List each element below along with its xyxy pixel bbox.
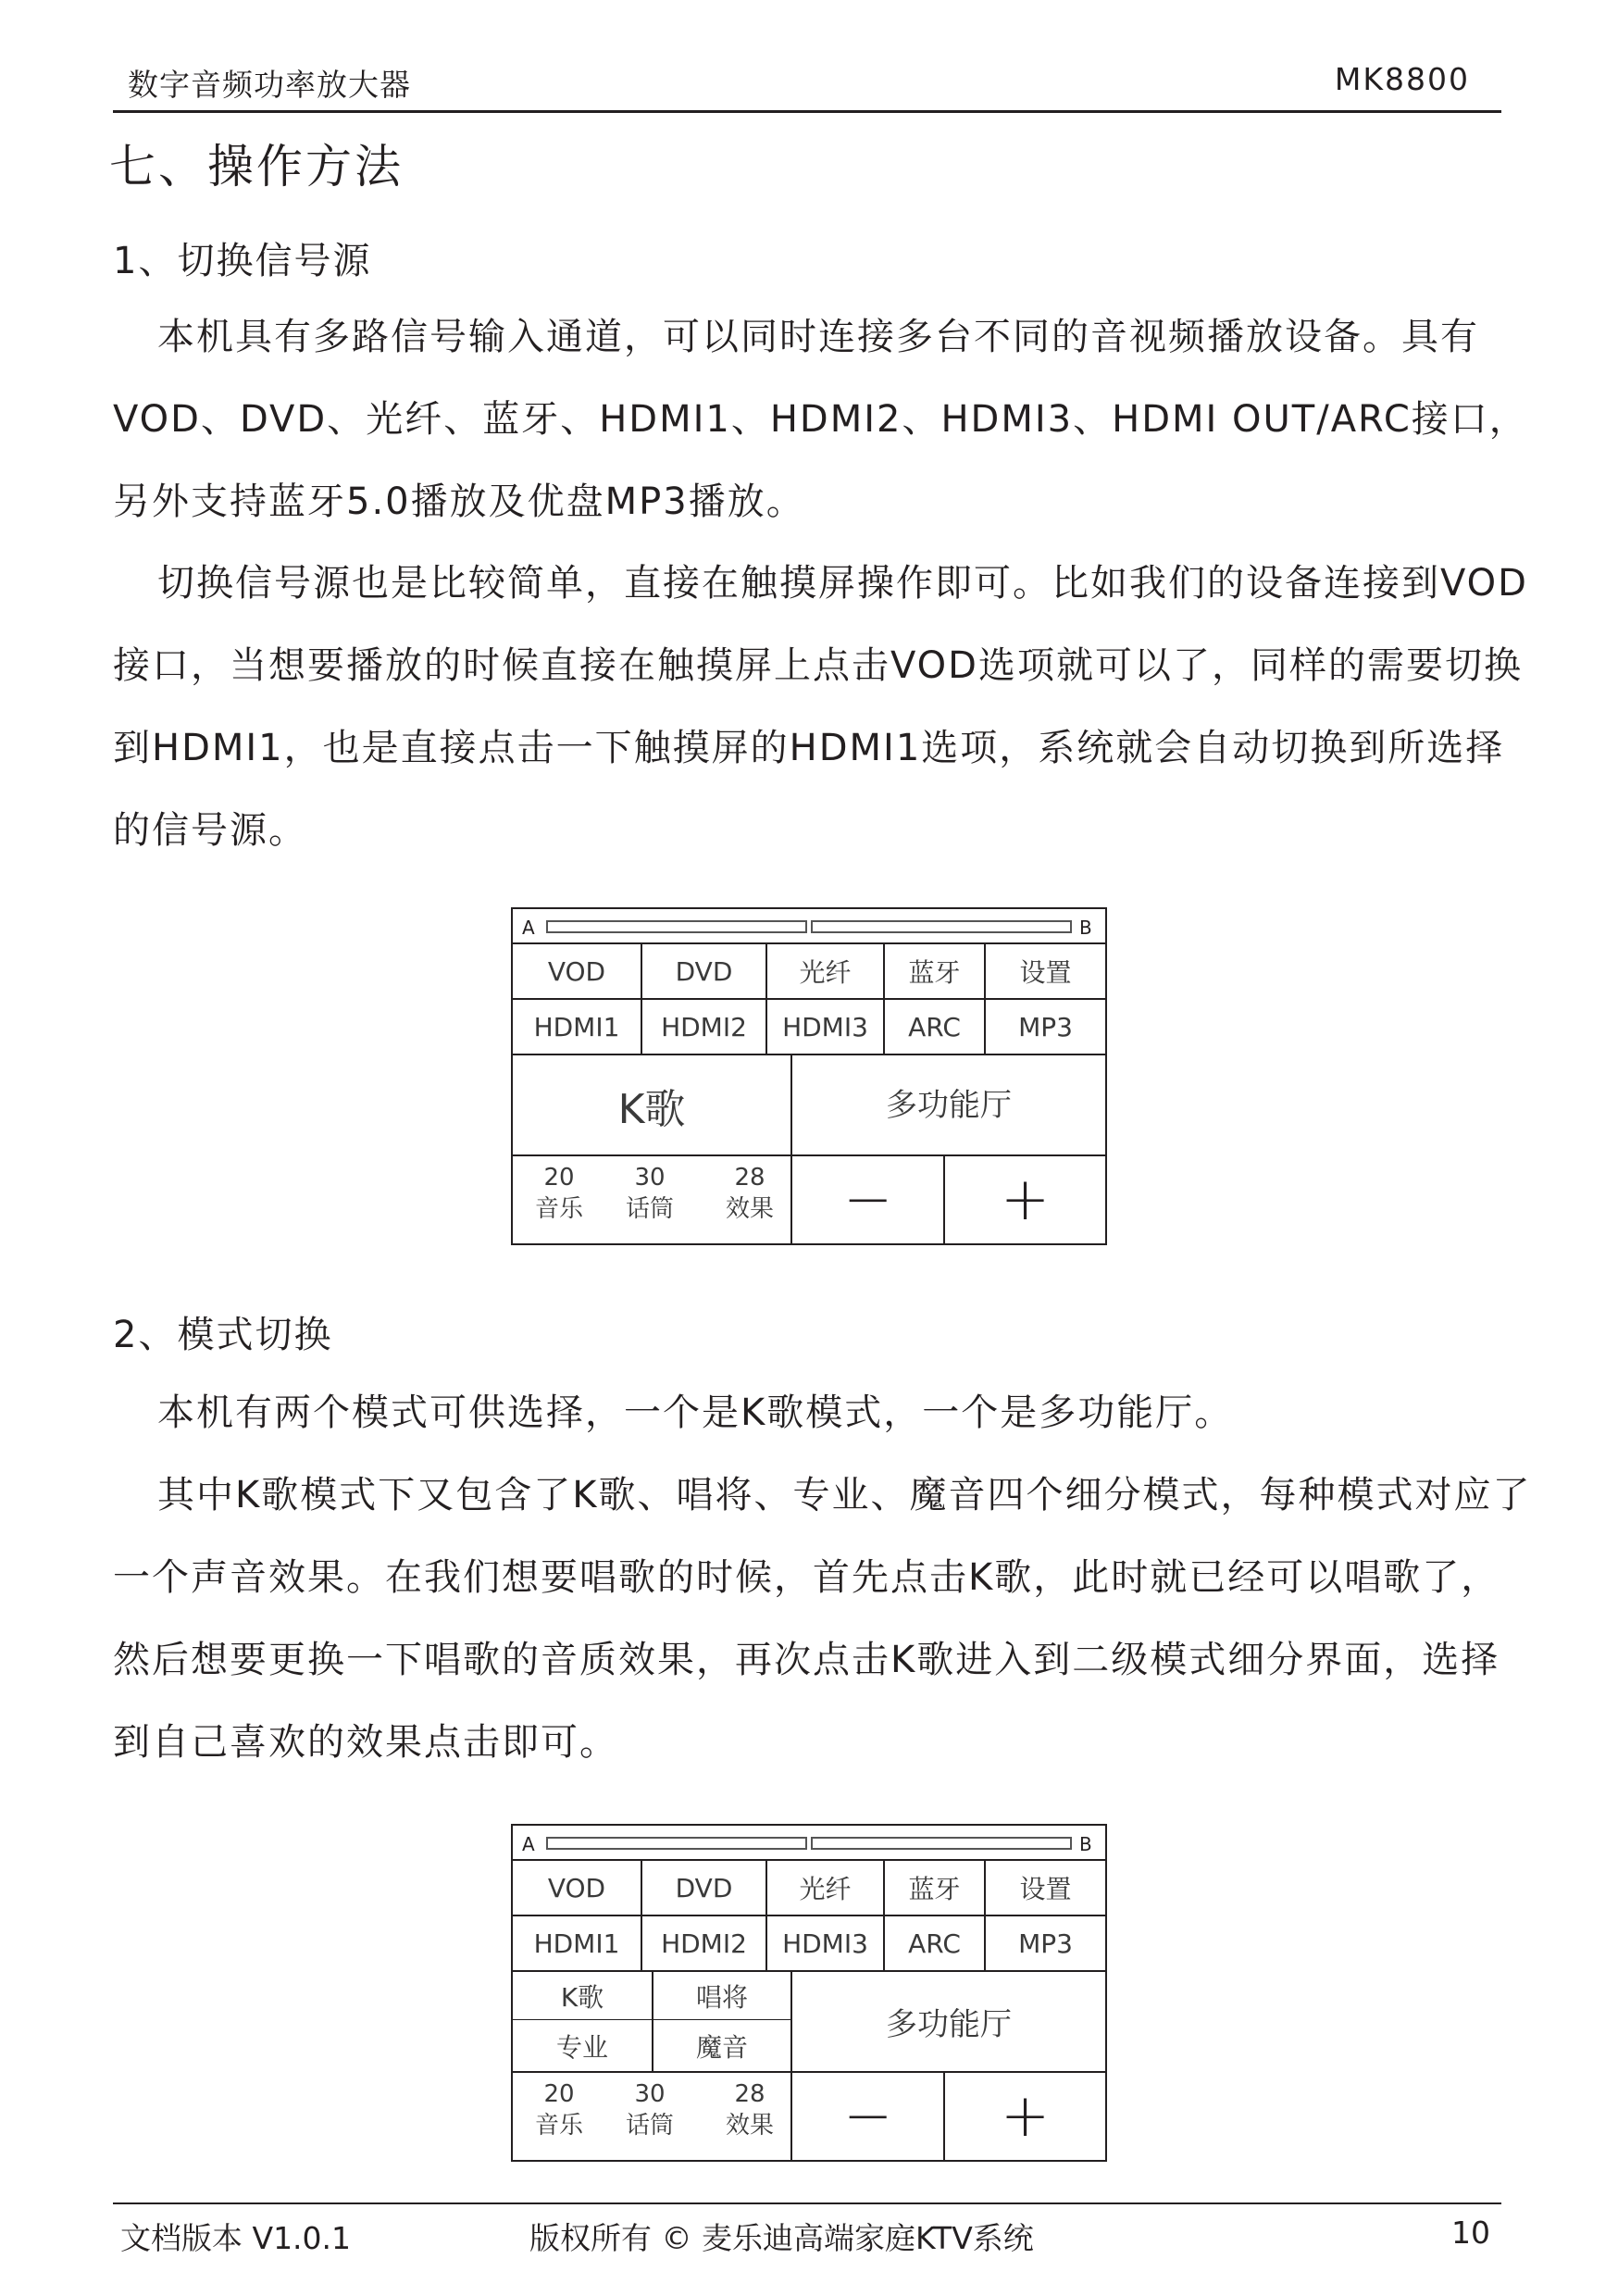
level-mic-label: 话筒 bbox=[625, 2112, 674, 2140]
source-hdmi2-button[interactable]: HDMI2 bbox=[661, 1011, 747, 1042]
submode-karaoke-button[interactable]: K歌 bbox=[560, 1981, 604, 2013]
level-mic-value: 30 bbox=[634, 2080, 666, 2108]
source-dvd-button[interactable]: DVD bbox=[675, 1872, 733, 1903]
settings-button[interactable]: 设置 bbox=[1019, 1874, 1072, 1904]
header-model: MK8800 bbox=[1334, 61, 1470, 97]
multifunction-hall-button[interactable]: 多功能厅 bbox=[886, 1086, 1012, 1124]
level-mic[interactable] bbox=[613, 1162, 687, 1225]
source-hdmi1-button[interactable]: HDMI1 bbox=[533, 1011, 620, 1042]
level-effect-label: 效果 bbox=[725, 1195, 774, 1223]
level-effect-label: 效果 bbox=[725, 2112, 774, 2140]
footer-divider bbox=[113, 2202, 1501, 2204]
source-arc-button[interactable]: ARC bbox=[908, 1011, 961, 1042]
minus-button[interactable]: − bbox=[842, 1166, 893, 1234]
source-hdmi2-button[interactable]: HDMI2 bbox=[661, 1928, 747, 1959]
source-bluetooth-button[interactable]: 蓝牙 bbox=[908, 1874, 961, 1904]
page-number: 10 bbox=[1451, 2215, 1490, 2251]
plus-button[interactable]: + bbox=[1000, 1166, 1051, 1234]
level-mic-value: 30 bbox=[634, 1164, 666, 1192]
submode-magic-button[interactable]: 魔音 bbox=[695, 2031, 748, 2063]
plus-button[interactable]: + bbox=[1000, 2082, 1051, 2151]
section-title: 七、操作方法 bbox=[109, 140, 404, 193]
source-optical-button[interactable]: 光纤 bbox=[799, 1874, 852, 1904]
source-vod-button[interactable]: VOD bbox=[547, 1872, 606, 1903]
source-hdmi3-button[interactable]: HDMI3 bbox=[782, 1928, 868, 1959]
sub1-heading: 1、切换信号源 bbox=[113, 240, 372, 282]
settings-button[interactable]: 设置 bbox=[1019, 957, 1072, 988]
control-panel-1 bbox=[511, 907, 1107, 1245]
level-mic[interactable] bbox=[613, 2078, 687, 2141]
footer-copyright: 版权所有 © 麦乐迪高端家庭KTV系统 bbox=[529, 2220, 1034, 2256]
karaoke-mode-button[interactable]: K歌 bbox=[617, 1085, 686, 1133]
source-optical-button[interactable]: 光纤 bbox=[799, 957, 852, 988]
sub1-para2: 切换信号源也是比较简单，直接在触摸屏操作即可。比如我们的设备连接到VOD接口，当想要播放的时候直接在触摸屏上点击VOD选项就可以了，同样的需要切换到HDMI1，也是直接点击一下触摸屏的HDMI1选项，系统就会自动切换到所选择的信号源。 bbox=[113, 562, 1528, 852]
level-effect-value: 28 bbox=[734, 1164, 765, 1192]
sub1-para1: 本机具有多路信号输入通道，可以同时连接多台不同的音视频播放设备。具有VOD、DVD、光纤、蓝牙、HDMI1、HDMI2、HDMI3、HDMI OUT/ARC接口，另外支持蓝牙5.0播放及优盘MP3播放。 bbox=[113, 316, 1528, 523]
footer-version: 文档版本 V1.0.1 bbox=[120, 2220, 352, 2256]
sub2-heading: 2、模式切换 bbox=[113, 1314, 333, 1356]
source-vod-button[interactable]: VOD bbox=[547, 955, 606, 987]
level-effect[interactable] bbox=[713, 1162, 787, 1225]
header-divider bbox=[113, 110, 1501, 113]
label-a: A bbox=[522, 1833, 535, 1855]
balance-bar-left[interactable] bbox=[546, 920, 807, 933]
control-panel-2 bbox=[511, 1824, 1107, 2162]
level-music-label: 音乐 bbox=[534, 1195, 583, 1223]
balance-bar-right[interactable] bbox=[811, 1837, 1072, 1850]
level-music[interactable] bbox=[522, 2078, 596, 2141]
level-music[interactable] bbox=[522, 1162, 596, 1225]
balance-bar-right[interactable] bbox=[811, 920, 1072, 933]
level-effect-value: 28 bbox=[734, 2080, 765, 2108]
source-bluetooth-button[interactable]: 蓝牙 bbox=[908, 957, 961, 988]
source-mp3-button[interactable]: MP3 bbox=[1018, 1928, 1073, 1959]
submode-singer-button[interactable]: 唱将 bbox=[695, 1981, 748, 2013]
minus-button[interactable]: − bbox=[842, 2082, 893, 2151]
source-arc-button[interactable]: ARC bbox=[908, 1928, 961, 1959]
level-music-label: 音乐 bbox=[534, 2112, 583, 2140]
balance-bar-left[interactable] bbox=[546, 1837, 807, 1850]
source-mp3-button[interactable]: MP3 bbox=[1018, 1011, 1073, 1042]
level-mic-label: 话筒 bbox=[625, 1195, 674, 1223]
label-b: B bbox=[1079, 1833, 1092, 1855]
header-title: 数字音频功率放大器 bbox=[128, 67, 411, 103]
submode-pro-button[interactable]: 专业 bbox=[555, 2031, 608, 2063]
source-hdmi1-button[interactable]: HDMI1 bbox=[533, 1928, 620, 1959]
sub2-para1: 本机有两个模式可供选择，一个是K歌模式，一个是多功能厅。 bbox=[157, 1391, 1234, 1434]
label-a: A bbox=[522, 917, 535, 939]
source-hdmi3-button[interactable]: HDMI3 bbox=[782, 1011, 868, 1042]
sub2-para2: 其中K歌模式下又包含了K歌、唱将、专业、魔音四个细分模式，每种模式对应了一个声音效果。在我们想要唱歌的时候，首先点击K歌，此时就已经可以唱歌了，然后想要更换一下唱歌的音质效果，再次点击K歌进入到二级模式细分界面，选择到自己喜欢的效果点击即可。 bbox=[113, 1474, 1532, 1764]
level-effect[interactable] bbox=[713, 2078, 787, 2141]
multifunction-hall-button[interactable]: 多功能厅 bbox=[886, 2006, 1012, 2043]
level-music-value: 20 bbox=[543, 1164, 575, 1192]
label-b: B bbox=[1079, 917, 1092, 939]
level-music-value: 20 bbox=[543, 2080, 575, 2108]
source-dvd-button[interactable]: DVD bbox=[675, 955, 733, 987]
